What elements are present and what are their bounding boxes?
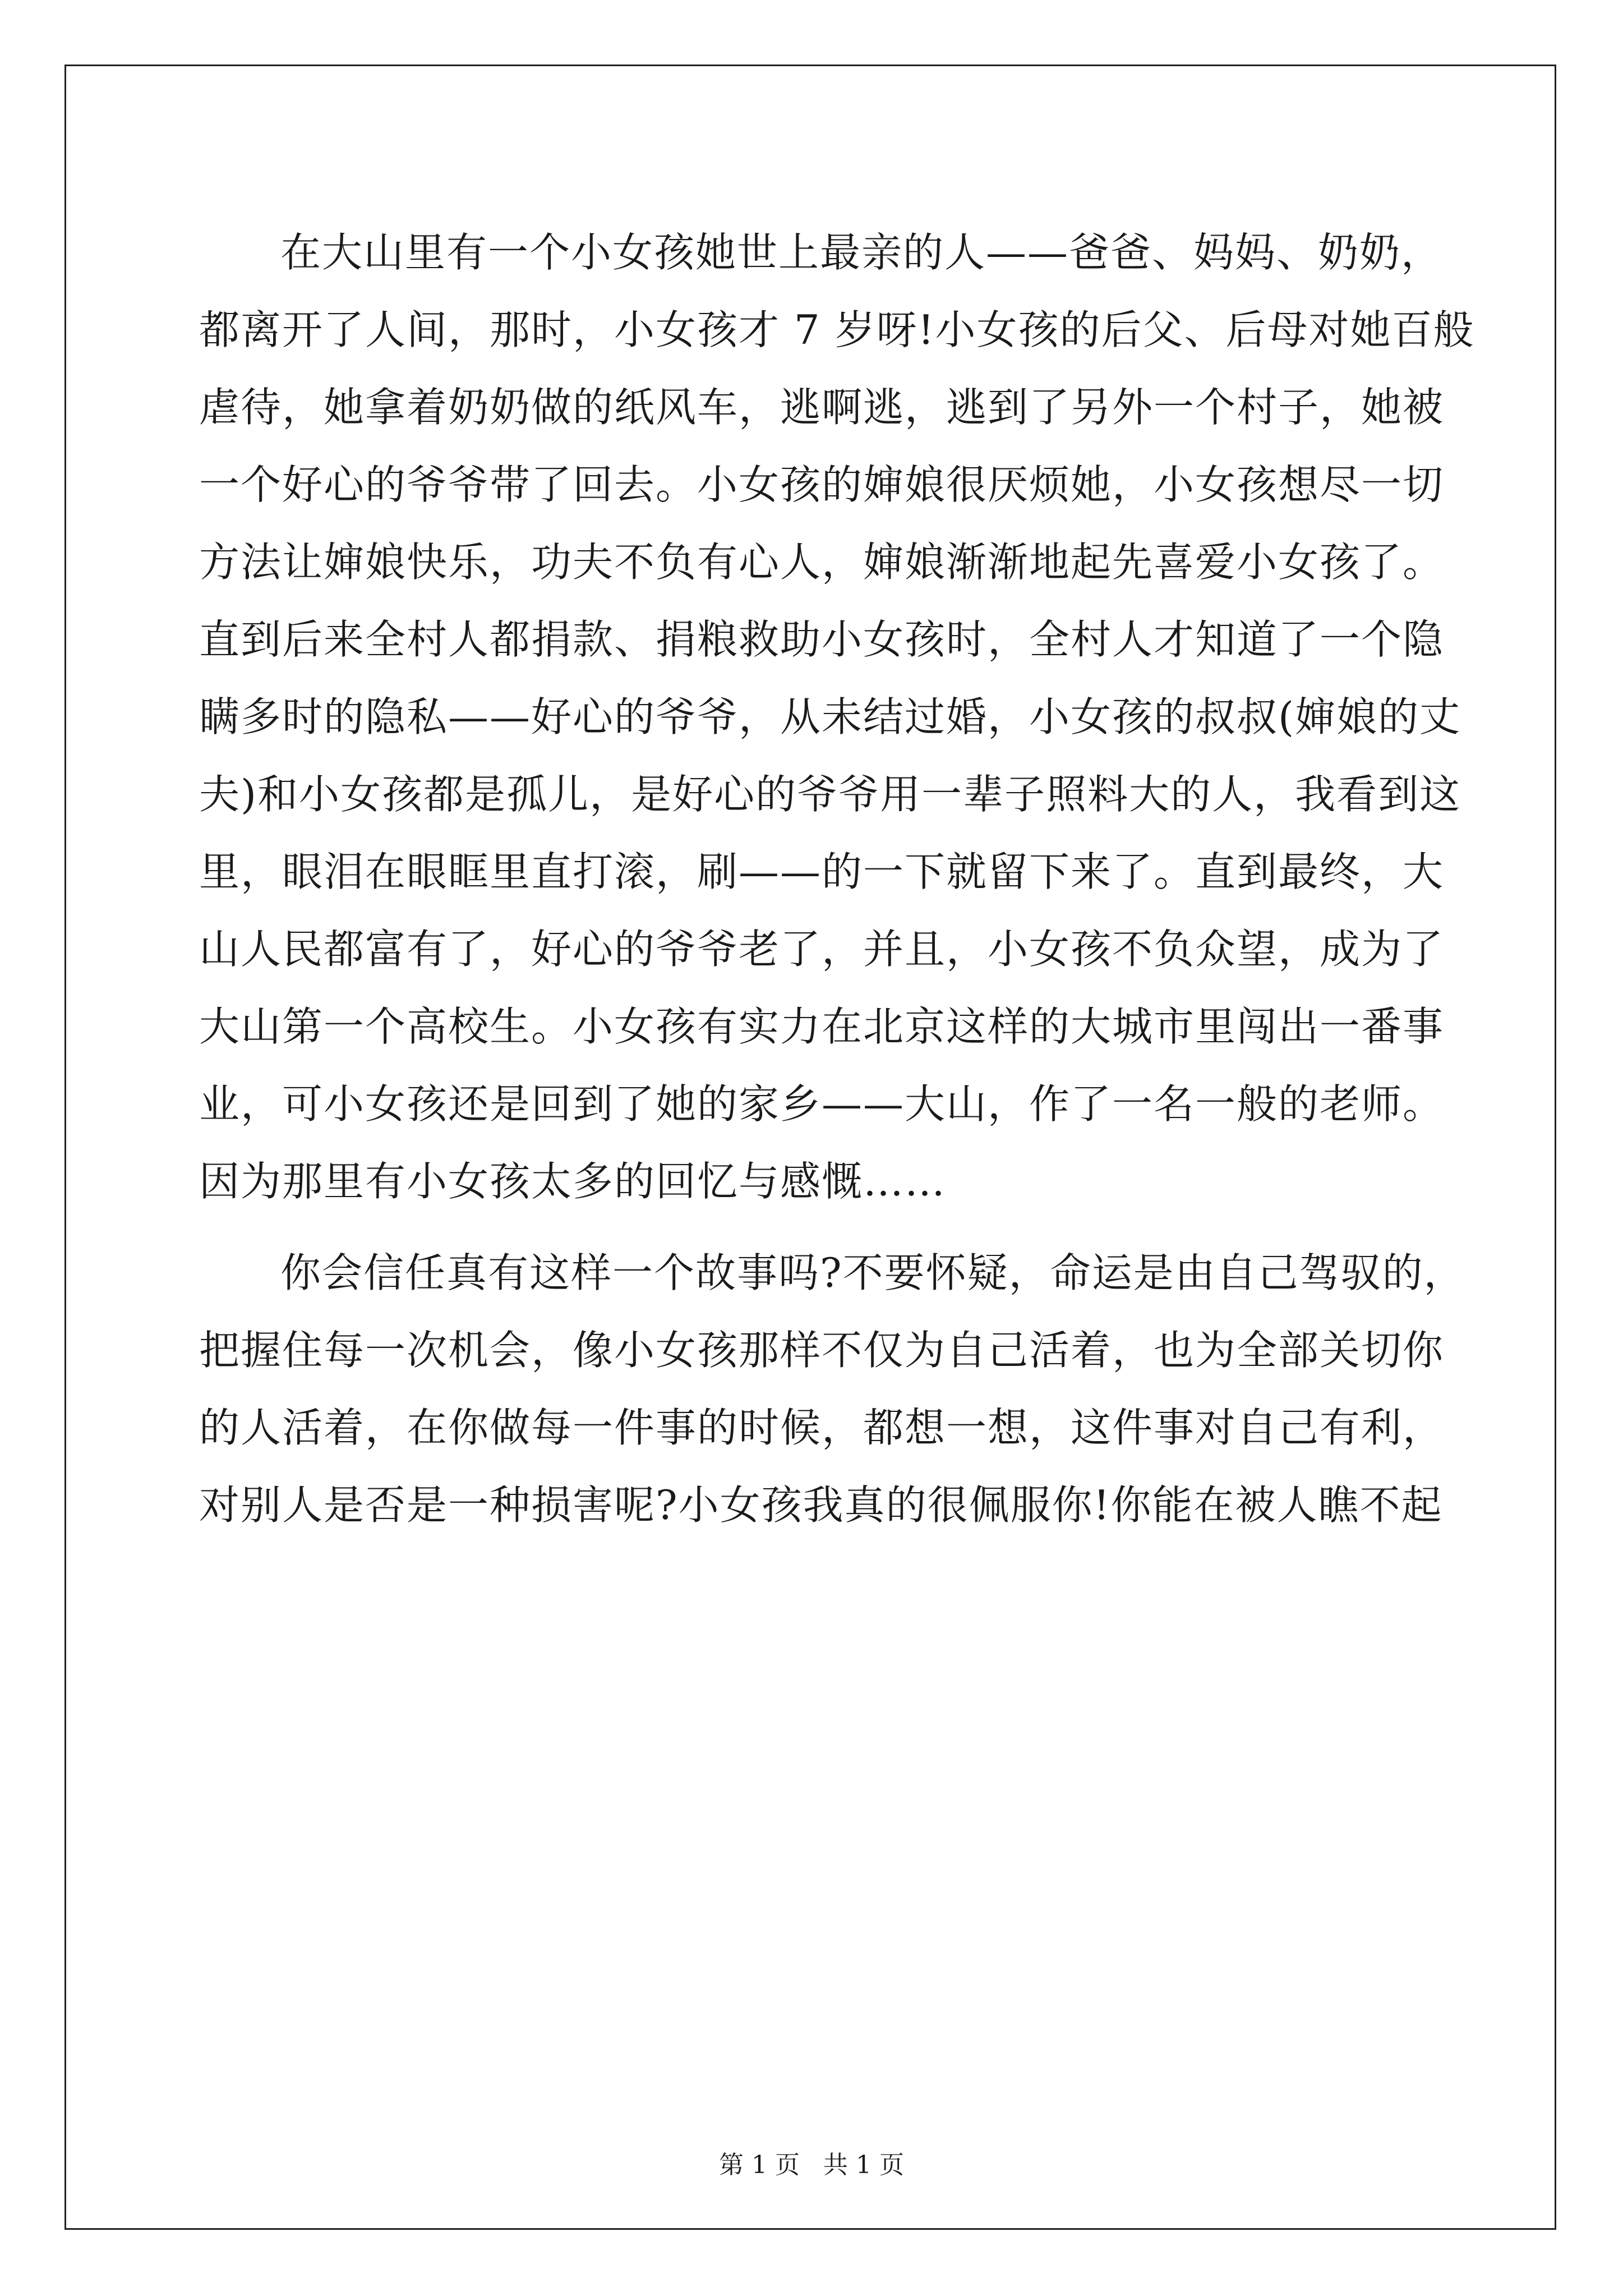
text-line: 在大山里有一个小女孩她世上最亲的人——爸爸、妈妈、奶奶， — [280, 229, 1443, 276]
text-line: 虐待，她拿着奶奶做的纸风车，逃啊逃，逃到了另外一个村子，她被 — [199, 384, 1445, 431]
text-line: 都离开了人间，那时，小女孩才 7 岁呀!小女孩的后父、后母对她百般 — [199, 306, 1475, 353]
text-line: 方法让婶娘快乐，功夫不负有心人，婶娘渐渐地起先喜爱小女孩了。 — [199, 539, 1445, 586]
page-number: 第 1 页 — [719, 2151, 800, 2179]
text-line: 因为那里有小女孩太多的回忆与感慨…… — [199, 1158, 947, 1205]
text-line: 一个好心的爷爷带了回去。小女孩的婶娘很厌烦她，小女孩想尽一切 — [199, 461, 1445, 508]
page-footer — [0, 2148, 1623, 2182]
text-line: 瞒多时的隐私——好心的爷爷，从未结过婚，小女孩的叔叔(婶娘的丈 — [199, 693, 1461, 740]
text-line: 把握住每一次机会，像小女孩那样不仅为自己活着，也为全部关切你 — [199, 1327, 1445, 1374]
page-total: 共 1 页 — [823, 2151, 904, 2179]
text-line: 的人活着，在你做每一件事的时候，都想一想，这件事对自己有利， — [199, 1404, 1445, 1451]
text-line: 里，眼泪在眼眶里直打滚，刷——的一下就留下来了。直到最终，大 — [199, 848, 1445, 895]
text-line: 你会信任真有这样一个故事吗?不要怀疑，命运是由自己驾驭的， — [280, 1249, 1465, 1296]
text-line: 直到后来全村人都捐款、捐粮救助小女孩时，全村人才知道了一个隐 — [199, 616, 1445, 663]
text-line: 夫)和小女孩都是孤儿，是好心的爷爷用一辈子照料大的人，我看到这 — [199, 771, 1461, 818]
text-line: 山人民都富有了，好心的爷爷老了，并且，小女孩不负众望，成为了 — [199, 926, 1445, 973]
text-line: 大山第一个高校生。小女孩有实力在北京这样的大城市里闯出一番事 — [199, 1003, 1445, 1050]
text-line: 业，可小女孩还是回到了她的家乡——大山，作了一名一般的老师。 — [199, 1080, 1445, 1128]
text-line: 对别人是否是一种损害呢?小女孩我真的很佩服你!你能在被人瞧不起 — [199, 1481, 1443, 1529]
